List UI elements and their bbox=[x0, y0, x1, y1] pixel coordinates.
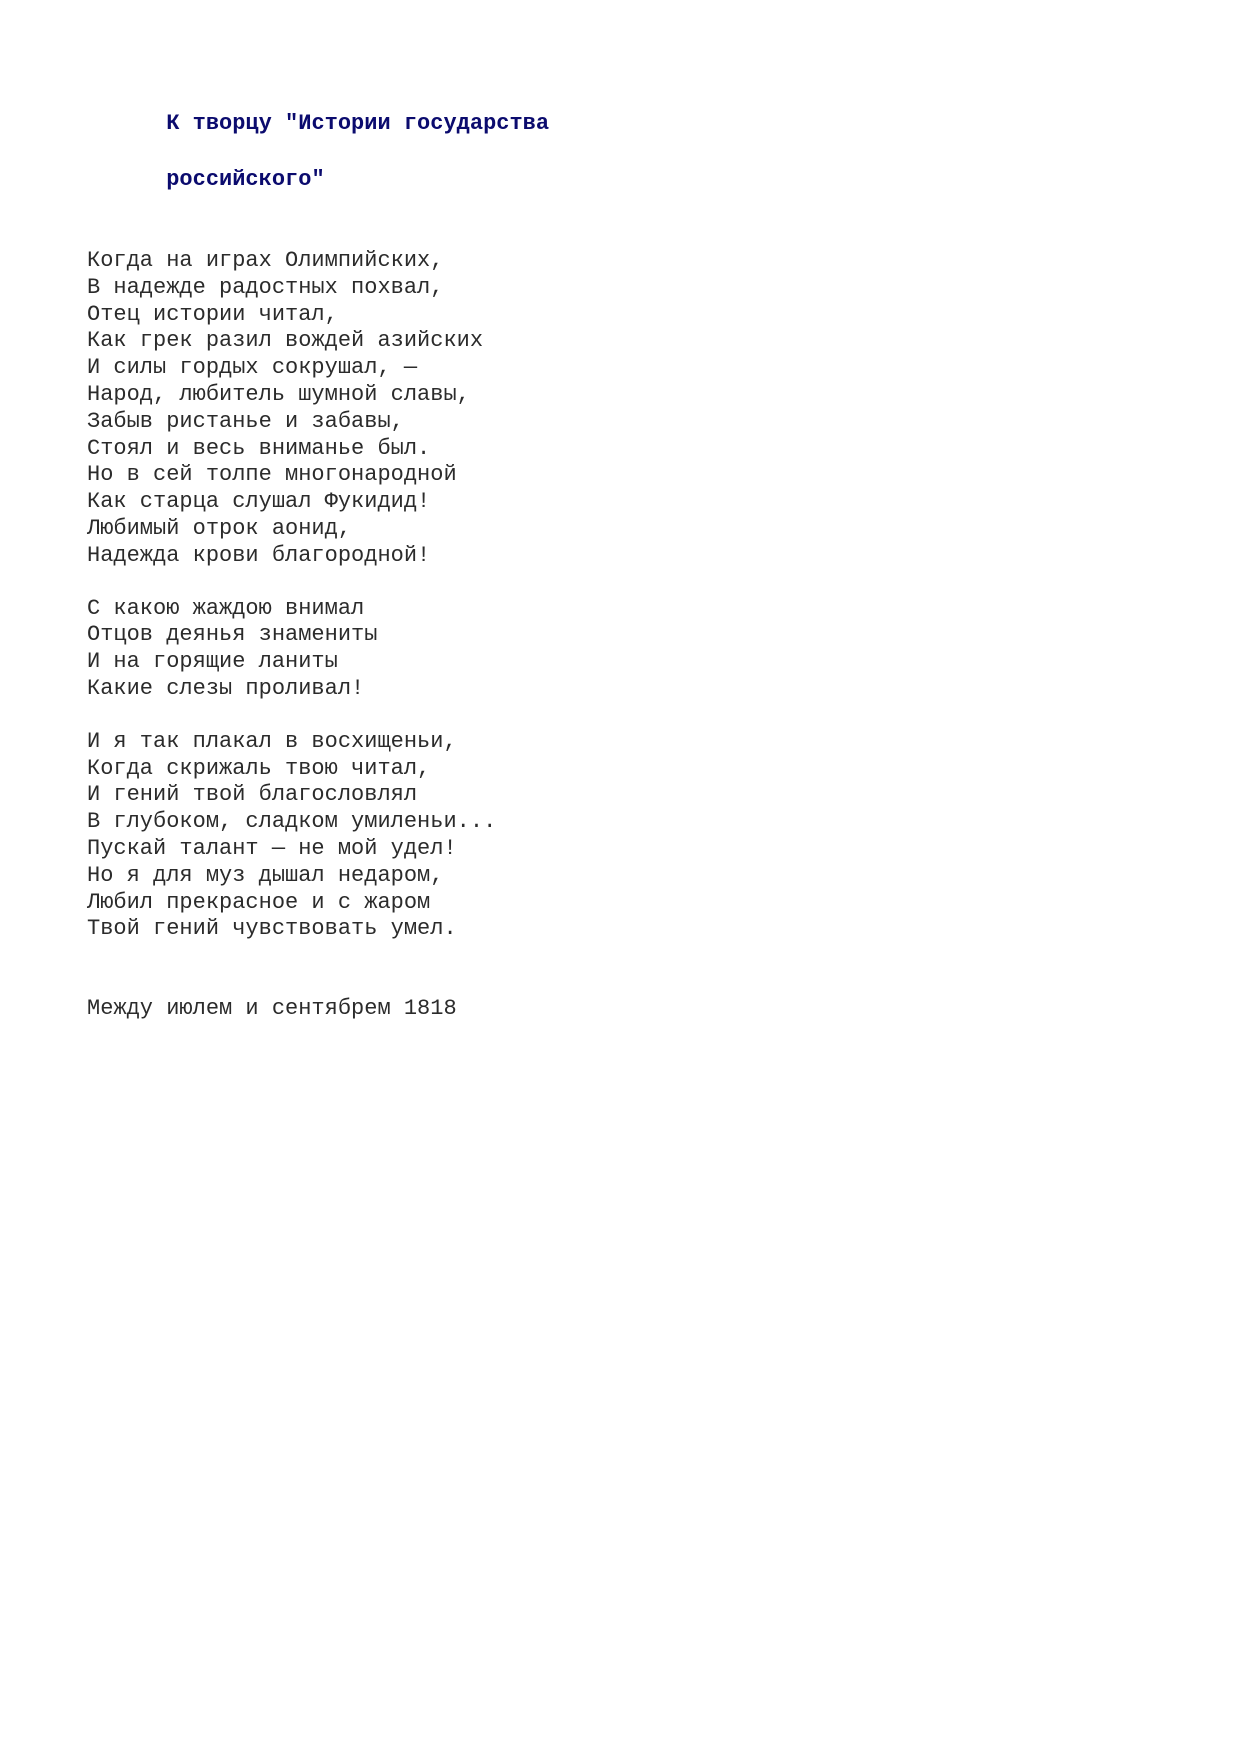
poem-title-line: К творцу "Истории государства bbox=[166, 111, 550, 136]
poem-line: Какие слезы проливал! bbox=[87, 675, 365, 701]
poem-date-text: Между июлем и сентябрем 1818 bbox=[87, 996, 457, 1022]
poem-line: Стоял и весь вниманье был. bbox=[87, 435, 431, 461]
poem-line: Отцов деянья знамениты bbox=[87, 622, 378, 648]
poem-container bbox=[87, 82, 1147, 1023]
poem-line: В надежде радостных похвал, bbox=[87, 274, 444, 300]
poem-line: И я так плакал в восхищеньи, bbox=[87, 728, 457, 754]
poem-title-line: российского" bbox=[166, 167, 325, 192]
poem-line: Твой гений чувствовать умел. bbox=[87, 916, 457, 942]
poem-title bbox=[87, 82, 1147, 222]
poem-line: Надежда крови благородной! bbox=[87, 542, 431, 568]
stanza-1 bbox=[87, 248, 1147, 570]
poem-line: И на горящие ланиты bbox=[87, 649, 338, 675]
poem-line: Как старца слушал Фукидид! bbox=[87, 489, 431, 515]
poem-line: Любил прекрасное и с жаром bbox=[87, 889, 431, 915]
poem-line: Когда скрижаль твою читал, bbox=[87, 755, 431, 781]
poem-line: Забыв ристанье и забавы, bbox=[87, 408, 404, 434]
poem-line: Как грек разил вождей азийских bbox=[87, 328, 484, 354]
poem-line: Любимый отрок аонид, bbox=[87, 515, 352, 541]
poem-line: Народ, любитель шумной славы, bbox=[87, 381, 470, 407]
poem-line: Но я для муз дышал недаром, bbox=[87, 862, 444, 888]
poem-line: С какою жаждою внимал bbox=[87, 595, 365, 621]
poem-line: Отец истории читал, bbox=[87, 301, 338, 327]
poem-line: Но в сей толпе многонародной bbox=[87, 462, 457, 488]
poem-line: И силы гордых сокрушал, — bbox=[87, 355, 418, 381]
stanza-2 bbox=[87, 596, 1147, 703]
poem-line: Когда на играх Олимпийских, bbox=[87, 248, 444, 273]
poem-date bbox=[87, 996, 1147, 1023]
poem-line: В глубоком, сладком умиленьи... bbox=[87, 809, 497, 835]
stanza-3 bbox=[87, 729, 1147, 943]
poem-line: Пускай талант — не мой удел! bbox=[87, 835, 457, 861]
poem-line: И гений твой благословлял bbox=[87, 782, 418, 808]
